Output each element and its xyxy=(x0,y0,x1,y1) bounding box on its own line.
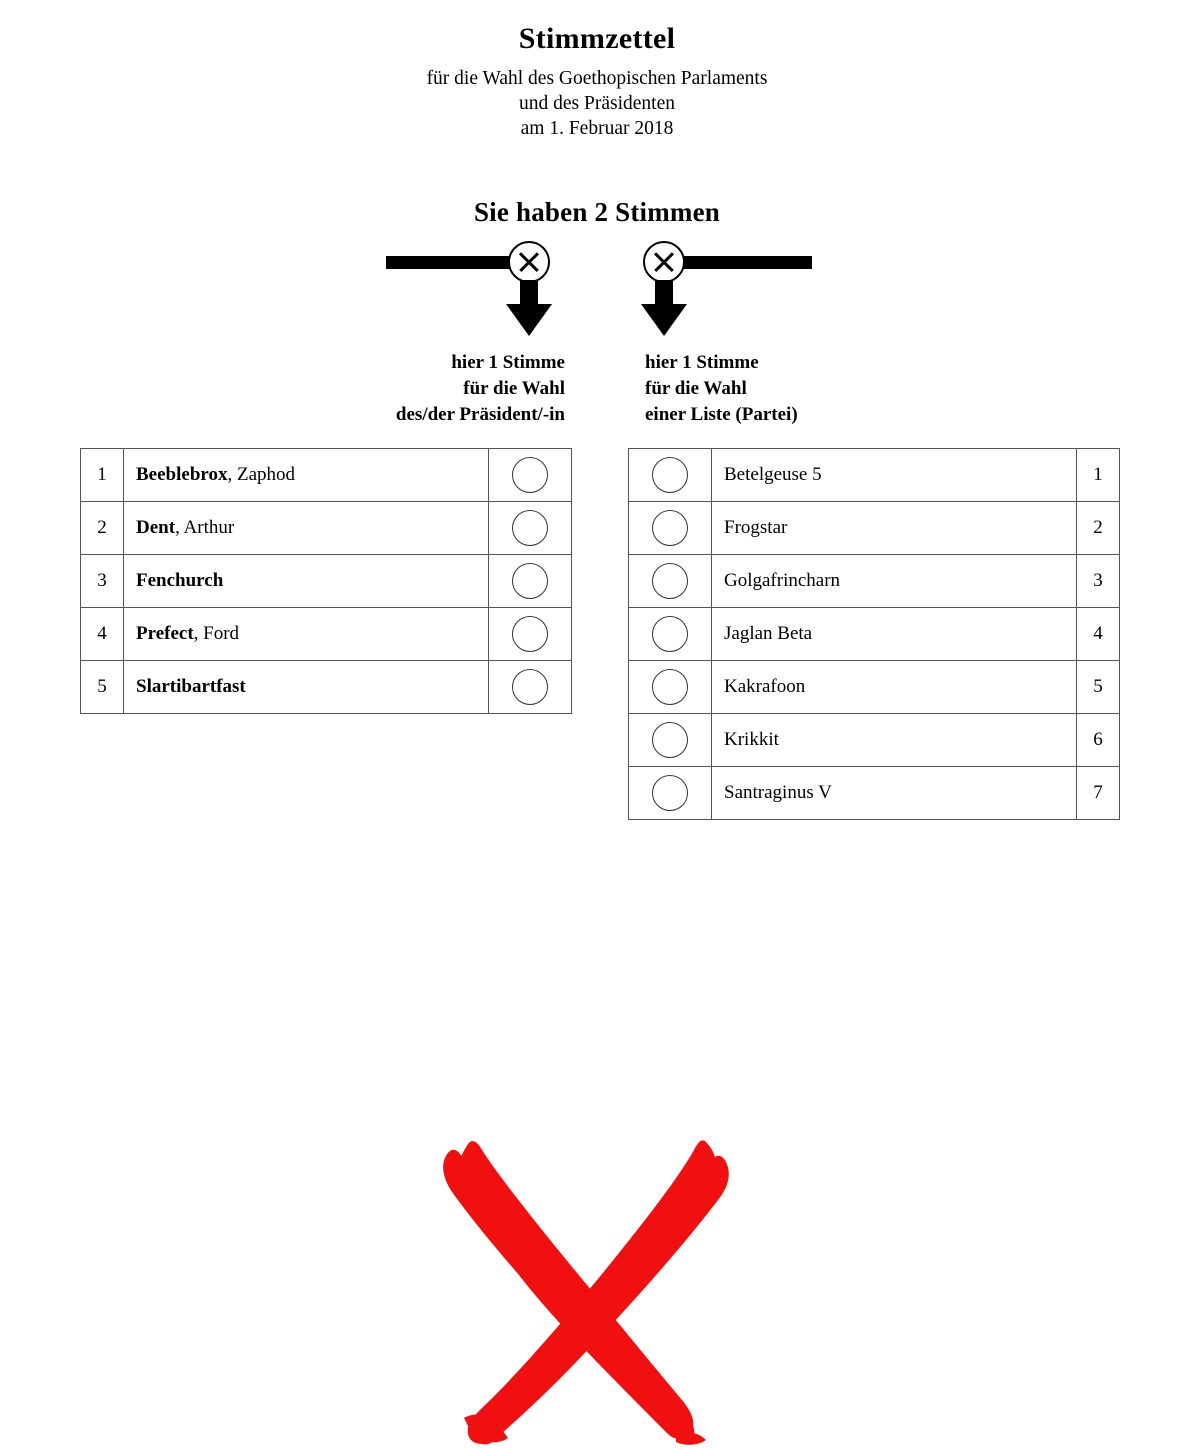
president-vote-cell[interactable] xyxy=(489,555,572,608)
vote-circle[interactable] xyxy=(512,563,548,599)
instruction-bar-right xyxy=(672,256,812,269)
candidate-name xyxy=(124,449,489,502)
party-vote-cell[interactable] xyxy=(629,449,712,502)
candidate-surname: Slartibartfast xyxy=(136,676,246,697)
ballot-tables xyxy=(0,448,1194,848)
candidate-surname: Prefect xyxy=(136,623,194,644)
vote-circle[interactable] xyxy=(512,616,548,652)
vote-circle[interactable] xyxy=(652,563,688,599)
party-name: Santraginus V xyxy=(712,767,1077,820)
candidate-surname: Beeblebrox xyxy=(136,464,228,485)
caption-party-line-2: für die Wahl xyxy=(645,378,747,399)
table-row xyxy=(629,502,1120,555)
president-vote-cell[interactable] xyxy=(489,608,572,661)
party-vote-cell[interactable] xyxy=(629,767,712,820)
party-number: 1 xyxy=(1077,449,1120,502)
vote-circle[interactable] xyxy=(652,775,688,811)
table-row xyxy=(81,555,572,608)
vote-circle[interactable] xyxy=(512,669,548,705)
candidate-given-name: , Zaphod xyxy=(227,464,296,485)
instruction-bar-left xyxy=(386,256,526,269)
caption-president-line-2: für die Wahl xyxy=(463,378,565,399)
party-number: 3 xyxy=(1077,555,1120,608)
president-ballot-table xyxy=(80,448,572,714)
party-number: 5 xyxy=(1077,661,1120,714)
table-row xyxy=(81,502,572,555)
arrow-graphics xyxy=(0,236,1194,346)
ballot-header xyxy=(0,0,1194,141)
vote-circle[interactable] xyxy=(652,722,688,758)
header-subtitle-line-2: und des Präsidenten xyxy=(519,93,675,114)
candidate-number: 1 xyxy=(81,449,124,502)
table-row xyxy=(629,661,1120,714)
table-row xyxy=(81,661,572,714)
instruction-block xyxy=(0,197,1194,442)
candidate-number: 3 xyxy=(81,555,124,608)
candidate-number: 4 xyxy=(81,608,124,661)
candidate-name xyxy=(124,555,489,608)
president-vote-cell[interactable] xyxy=(489,502,572,555)
header-subtitle-line-3: am 1. Februar 2018 xyxy=(520,118,674,139)
table-row xyxy=(629,714,1120,767)
caption-party-line-1: hier 1 Stimme xyxy=(645,352,759,373)
party-name: Frogstar xyxy=(712,502,1077,555)
party-vote-cell[interactable] xyxy=(629,661,712,714)
party-name: Kakrafoon xyxy=(712,661,1077,714)
party-number: 7 xyxy=(1077,767,1120,820)
president-vote-cell[interactable] xyxy=(489,449,572,502)
party-number: 6 xyxy=(1077,714,1120,767)
party-name: Jaglan Beta xyxy=(712,608,1077,661)
party-vote-cell[interactable] xyxy=(629,608,712,661)
president-vote-cell[interactable] xyxy=(489,661,572,714)
vote-circle[interactable] xyxy=(652,669,688,705)
circled-x-icon-left xyxy=(508,241,550,283)
candidate-number: 5 xyxy=(81,661,124,714)
header-subtitle-line-1: für die Wahl des Goethopischen Parlaments xyxy=(426,68,768,89)
page-title: Stimmzettel xyxy=(518,22,676,55)
table-row xyxy=(81,449,572,502)
table-row xyxy=(81,608,572,661)
caption-party-line-3: einer Liste (Partei) xyxy=(645,404,798,425)
caption-president-line-3: des/der Präsident/-in xyxy=(395,404,565,425)
candidate-name xyxy=(124,661,489,714)
party-ballot-table xyxy=(628,448,1120,820)
party-number: 4 xyxy=(1077,608,1120,661)
table-row xyxy=(629,767,1120,820)
party-name: Golgafrincharn xyxy=(712,555,1077,608)
red-cross-mark xyxy=(430,1138,750,1448)
candidate-number: 2 xyxy=(81,502,124,555)
circled-x-icon-right xyxy=(643,241,685,283)
table-row xyxy=(629,608,1120,661)
party-vote-cell[interactable] xyxy=(629,555,712,608)
down-arrow-icon-left xyxy=(506,280,552,338)
candidate-name xyxy=(124,608,489,661)
candidate-surname: Fenchurch xyxy=(136,570,224,591)
table-row xyxy=(629,449,1120,502)
vote-circle[interactable] xyxy=(512,510,548,546)
party-name: Krikkit xyxy=(712,714,1077,767)
votes-heading: Sie haben 2 Stimmen xyxy=(473,197,721,227)
party-vote-cell[interactable] xyxy=(629,502,712,555)
candidate-name xyxy=(124,502,489,555)
table-row xyxy=(629,555,1120,608)
vote-circle[interactable] xyxy=(512,457,548,493)
caption-party xyxy=(645,350,1025,428)
down-arrow-icon-right xyxy=(641,280,687,338)
vote-circle[interactable] xyxy=(652,510,688,546)
party-vote-cell[interactable] xyxy=(629,714,712,767)
vote-circle[interactable] xyxy=(652,616,688,652)
caption-president xyxy=(190,350,565,428)
party-number: 2 xyxy=(1077,502,1120,555)
caption-president-line-1: hier 1 Stimme xyxy=(451,352,565,373)
party-name: Betelgeuse 5 xyxy=(712,449,1077,502)
instruction-captions xyxy=(0,350,1194,442)
candidate-given-name: , Ford xyxy=(193,623,240,644)
candidate-given-name: , Arthur xyxy=(175,517,235,538)
vote-circle[interactable] xyxy=(652,457,688,493)
candidate-surname: Dent xyxy=(136,517,176,538)
